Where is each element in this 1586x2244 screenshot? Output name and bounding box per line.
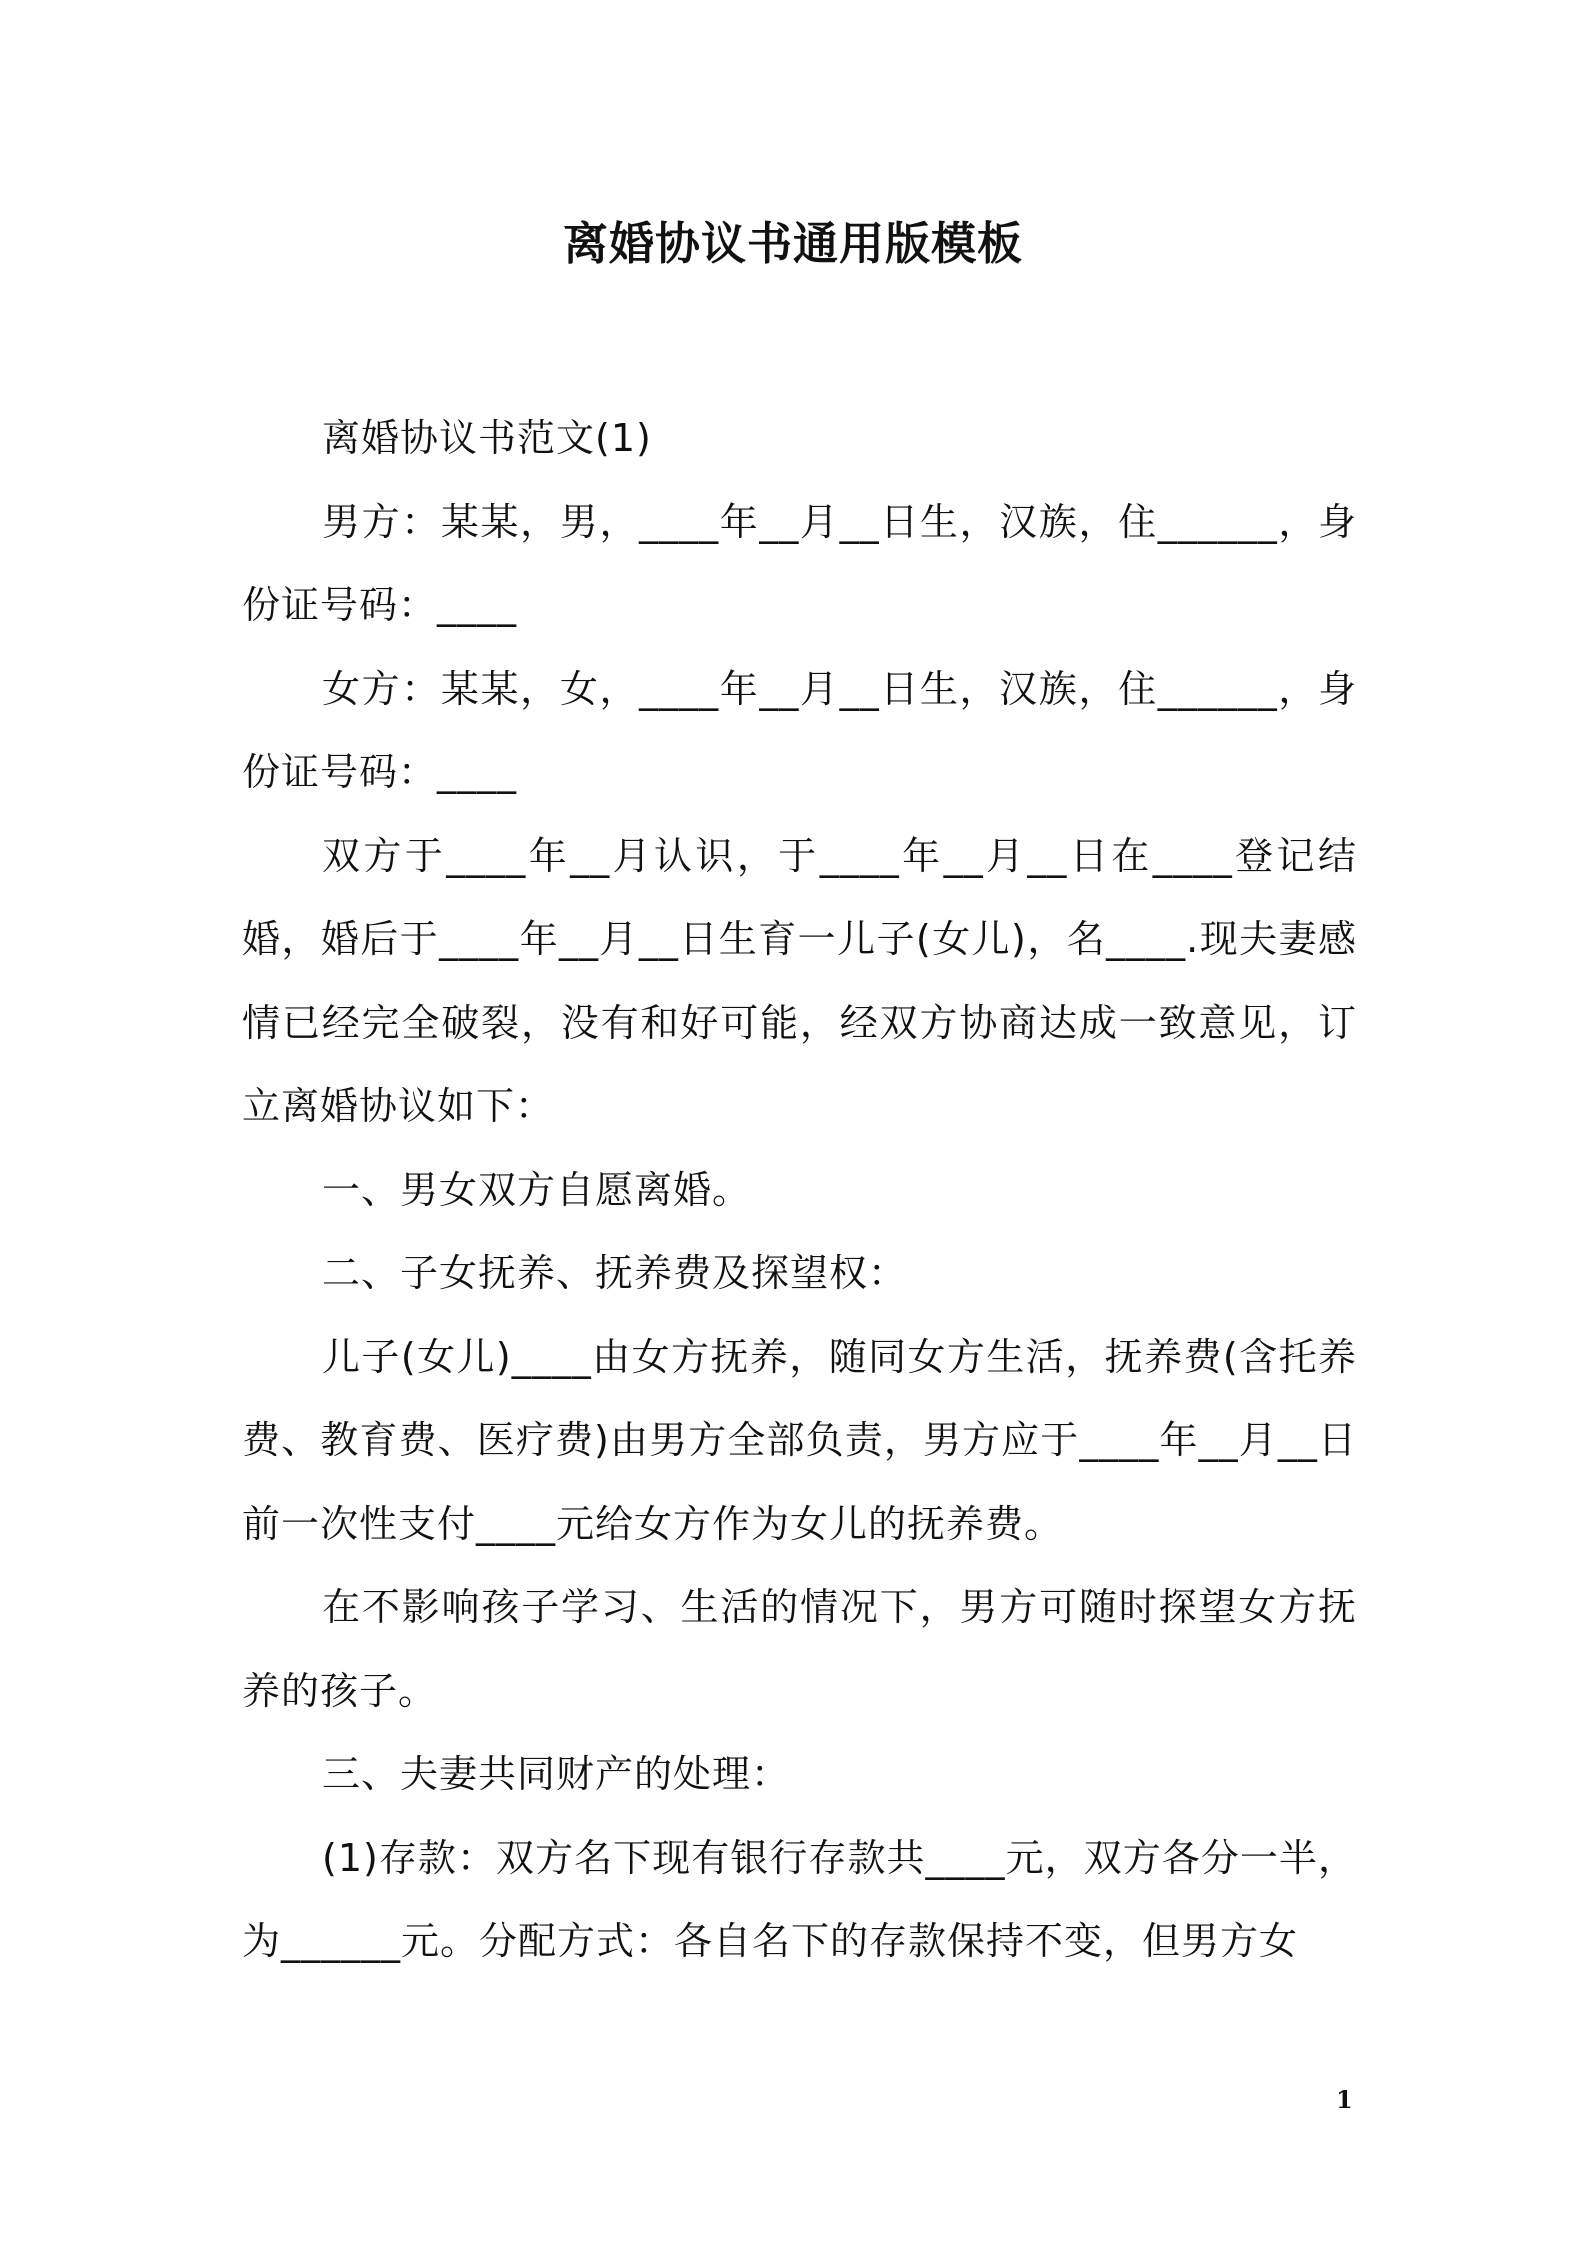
page-number: 1 xyxy=(1336,2085,1353,2114)
paragraph-clause-3-heading: 三、夫妻共同财产的处理： xyxy=(322,1752,791,1796)
document-body xyxy=(242,397,1357,1984)
paragraph-male-party: 男方：某某，男，____年__月__日生，汉族，住______，身份证号码：____ xyxy=(242,499,1357,627)
paragraph-clause-1: 一、男女双方自愿离婚。 xyxy=(322,1167,752,1212)
document-title: 离婚协议书通用版模板 xyxy=(562,217,1023,270)
paragraph-female-party: 女方：某某，女，____年__月__日生，汉族，住______，身份证号码：____ xyxy=(242,666,1357,794)
paragraph-clause-2-heading: 二、子女抚养、抚养费及探望权： xyxy=(322,1251,908,1295)
paragraph-marriage-background: 双方于____年__月认识，于____年__月__日在____登记结婚，婚后于____年__月__日生育一儿子(女儿)，名____.现夫妻感情已经完全破裂，没有和好可能，经双方协商达成一致意见，订立离婚协议如下： xyxy=(242,833,1357,1128)
paragraph-savings: (1)存款：双方名下现有银行存款共____元，双方各分一半，为______元。分配方式：各自名下的存款保持不变，但男方女 xyxy=(242,1835,1357,1963)
paragraph-sample-heading: 离婚协议书范文(1) xyxy=(322,416,652,460)
paragraph-child-support: 儿子(女儿)____由女方抚养，随同女方生活，抚养费(含托养费、教育费、医疗费)由男方全部负责，男方应于____年__月__日前一次性支付____元给女方作为女儿的抚养费。 xyxy=(242,1334,1357,1546)
paragraph-visitation: 在不影响孩子学习、生活的情况下，男方可随时探望女方抚养的孩子。 xyxy=(242,1585,1357,1713)
